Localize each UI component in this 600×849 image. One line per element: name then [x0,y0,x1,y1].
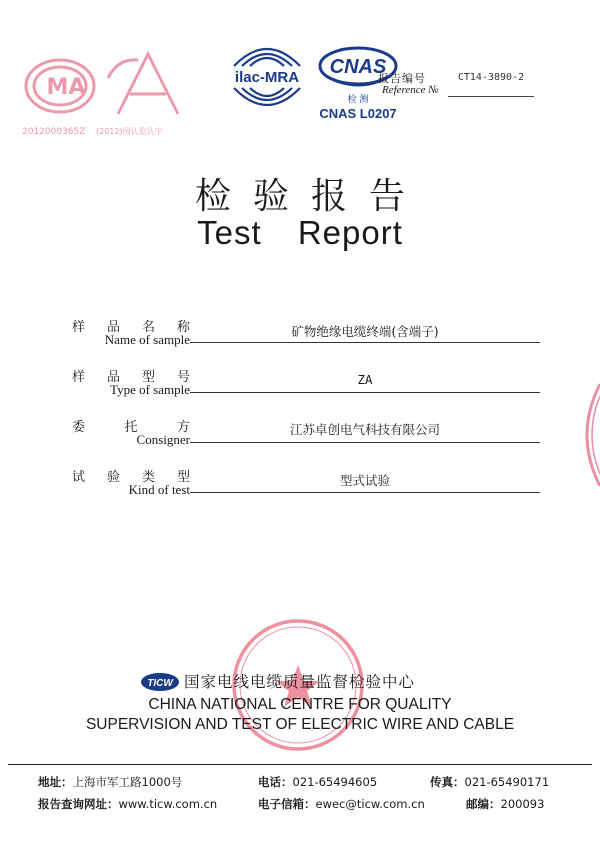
footer-phone: 电话：021-65494605 [258,775,378,789]
field-value: 型式试验 [339,473,390,488]
field-underline [190,392,540,393]
centre-name-en-line1: CHINA NATIONAL CENTRE FOR QUALITY [148,696,452,713]
report-title-cn: 检验报告 [194,176,427,217]
field-label-cn: 试 验 类 型 [72,470,190,485]
reference-number: CT14-3890-2 [457,72,525,83]
field-label-cn: 样 品 型 号 [72,370,190,385]
footer-fax: 传真：021-65490171 [430,775,550,789]
footer-email: 电子信箱：ewec@ticw.com.cn [258,797,425,811]
reference-label-cn: 报告编号 [378,72,426,85]
field-value: ZA [357,372,373,387]
reference-label-en: Reference № [382,84,439,96]
svg-text:MA: MA [46,75,86,100]
ilac-text: ilac-MRA [234,69,300,86]
field-value: 矿物绝缘电缆终端(含端子) [291,324,439,339]
centre-name-cn: 国家电线电缆质量监督检验中心 [184,673,416,691]
svg-text:TICW: TICW [147,678,173,689]
field-label-en: Type of sample [110,382,190,397]
cma-stamp [18,38,198,138]
cma-suffix: (2012)国认监认字 [96,127,163,136]
field-underline [190,492,540,493]
reference-underline [448,96,534,97]
field-label-en: Name of sample [104,332,190,347]
centre-name-en-line2: SUPERVISION AND TEST OF ELECTRIC WIRE AND CABLE [85,716,515,733]
cnas-code: CNAS L0207 [319,106,397,121]
footer-postcode: 邮编：200093 [466,797,545,811]
field-label-cn: 样 品 名 称 [72,320,190,335]
ilac-mra-logo [222,36,312,118]
ticw-logo [140,672,180,692]
footer-address: 地址：上海市军工路1000号 [38,775,183,789]
field-underline [190,442,540,443]
field-underline [190,342,540,343]
field-value: 江苏卓创电气科技有限公司 [289,422,440,437]
cnas-sub: 检 测 [347,95,369,105]
report-title-en: Test Report [197,214,403,251]
cma-number: 2012000365Z [22,127,86,137]
footer-divider [8,764,592,765]
edge-seal-icon [572,380,600,490]
field-label-en: Consigner [136,432,190,447]
cnas-text: CNAS [329,56,387,78]
field-label-cn: 委 托 方 [72,420,190,435]
field-label-en: Kind of test [128,482,190,497]
footer-query-url: 报告查询网址：www.ticw.com.cn [38,797,218,811]
